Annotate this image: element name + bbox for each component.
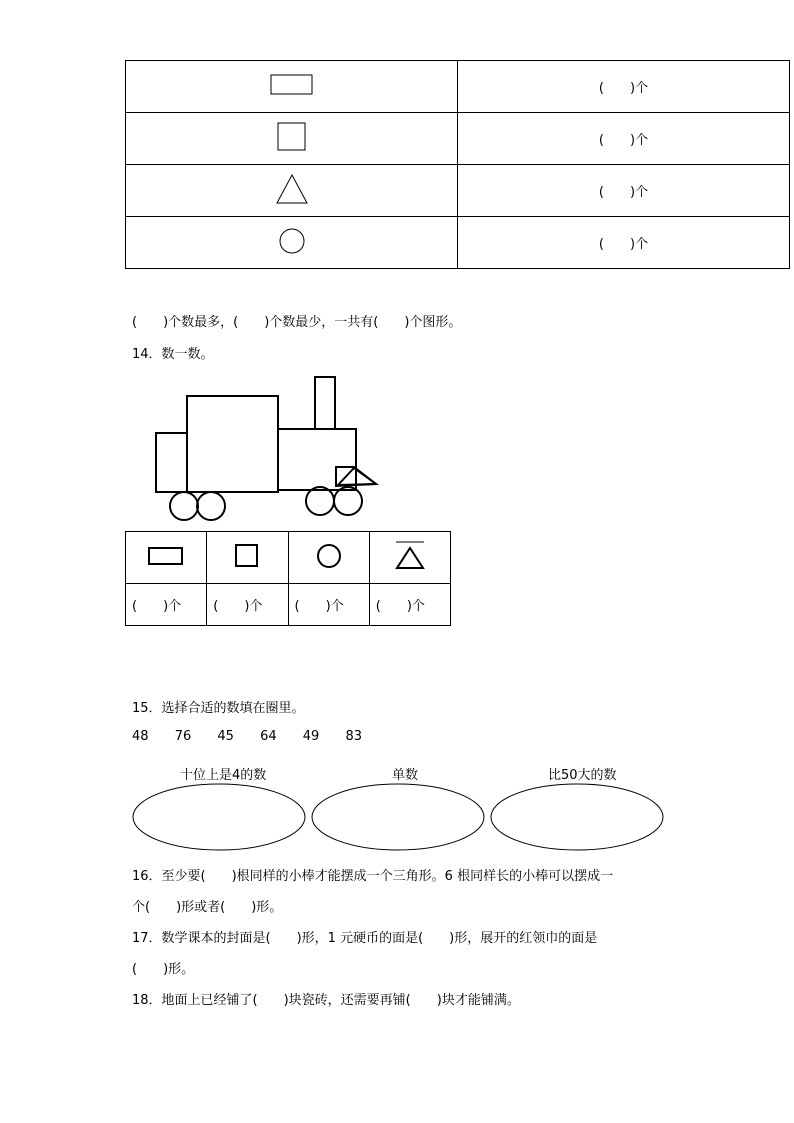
table-row <box>126 61 790 113</box>
answer-ovals <box>130 782 670 854</box>
q13-summary-line: ( )个数最多，( )个数最少，一共有( )个图形。 <box>132 315 462 330</box>
q17-line2: ( )形。 <box>132 962 195 977</box>
train-count-table <box>125 531 451 626</box>
table-row <box>126 165 790 217</box>
table-row <box>126 584 451 626</box>
number-item: 76 <box>174 729 192 744</box>
oval-label: 十位上是4的数 <box>180 768 267 783</box>
answer-cell[interactable]: ( )个 <box>207 584 288 626</box>
number-item: 49 <box>302 729 320 744</box>
answer-cell[interactable]: ( )个 <box>369 584 450 626</box>
train-drawing <box>150 372 385 524</box>
q15-title: 15．选择合适的数填在圈里。 <box>132 701 305 716</box>
number-item: 64 <box>260 729 277 744</box>
q18-line: 18．地面上已经铺了( )块瓷砖，还需要再铺( )块才能铺满。 <box>132 993 520 1008</box>
oval-label: 比50大的数 <box>548 768 617 783</box>
answer-cell[interactable]: ( )个 <box>458 113 790 165</box>
number-item: 83 <box>345 729 362 744</box>
q17-line1: 17．数学课本的封面是( )形，1 元硬币的面是( )形，展开的红领巾的面是 <box>132 931 598 946</box>
rectangle-icon <box>146 544 186 568</box>
square-icon <box>232 542 262 570</box>
table-row <box>126 217 790 269</box>
oval-tens-four[interactable] <box>133 784 305 850</box>
square-icon <box>277 122 307 152</box>
answer-cell[interactable]: ( )个 <box>458 217 790 269</box>
circle-icon <box>278 227 306 255</box>
oval-label: 单数 <box>392 768 419 783</box>
number-item: 45 <box>217 729 234 744</box>
rectangle-icon <box>270 73 314 97</box>
oval-odd[interactable] <box>312 784 484 850</box>
q14-title: 14．数一数。 <box>132 347 214 362</box>
answer-cell[interactable]: ( )个 <box>458 61 790 113</box>
shape-count-table <box>125 60 790 269</box>
q16-line1: 16．至少要( )根同样的小棒才能摆成一个三角形。6 根同样长的小棒可以摆成一 <box>132 869 614 884</box>
triangle-icon <box>275 173 309 205</box>
answer-cell[interactable]: ( )个 <box>126 584 207 626</box>
circle-icon <box>314 541 344 571</box>
answer-cell[interactable]: ( )个 <box>288 584 369 626</box>
oval-over-fifty[interactable] <box>491 784 663 850</box>
q16-line2: 个( )形或者( )形。 <box>132 900 283 915</box>
triangle-icon <box>392 540 428 572</box>
number-item: 48 <box>132 729 149 744</box>
number-list <box>132 729 384 744</box>
table-row <box>126 113 790 165</box>
answer-cell[interactable]: ( )个 <box>458 165 790 217</box>
table-row <box>126 532 451 584</box>
